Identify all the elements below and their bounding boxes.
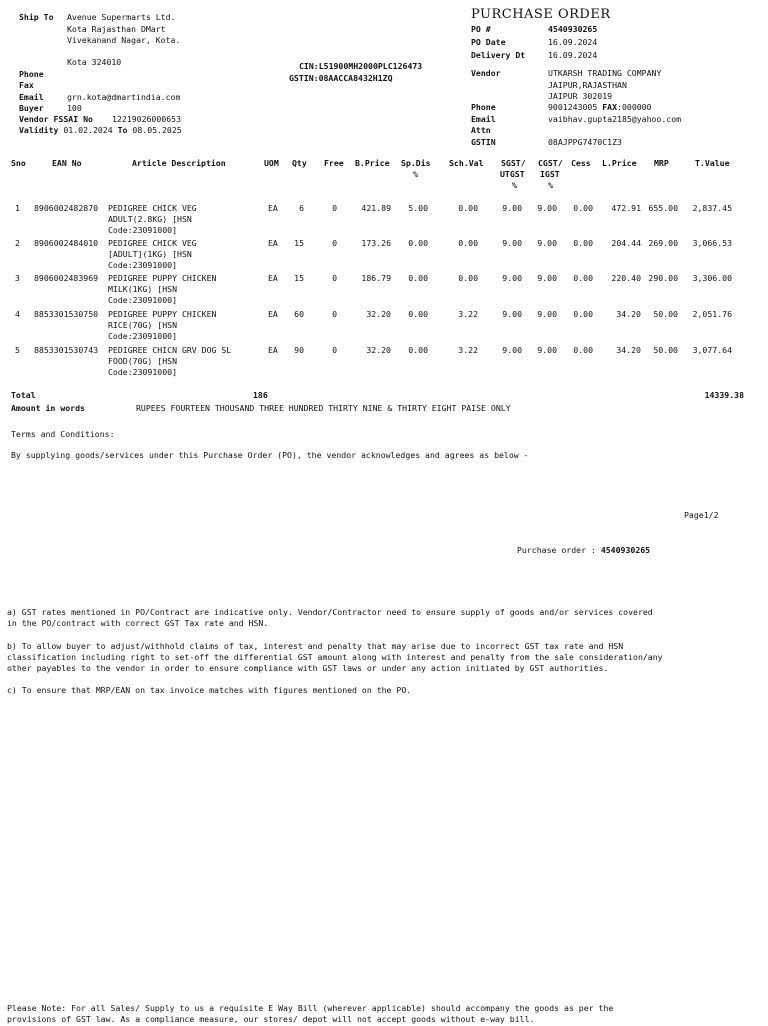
total-label: Total <box>11 390 36 400</box>
delivery-date-label: Delivery Dt <box>471 50 526 60</box>
phone-label: Phone <box>19 69 44 79</box>
eway-note-line-1: Please Note: For all Sales/ Supply to us a requisite E Way Bill (wherever applicable) should accompany the goods as per the <box>7 1003 614 1013</box>
cell-sno: 2 <box>15 238 20 248</box>
po-reference-label: Purchase order : <box>517 545 596 555</box>
cell-bprice: 173.26 <box>361 238 391 248</box>
col-spdis-pct: % <box>413 169 418 179</box>
col-sgst: SGST/ <box>501 158 526 168</box>
clause-b-line-3: other payables to the vendor in order to ensure compliance with GST laws or under any action initiated by GST authorities. <box>7 663 609 673</box>
clause-b-line-1: b) To allow buyer to adjust/withhold claims of tax, interest and penalty that may arise due to incorrect GST tax rate and HSN <box>7 641 624 651</box>
cell-description-line: Code:23091000] <box>108 260 178 270</box>
clause-c-line-1: c) To ensure that MRP/EAN on tax invoice matches with figures mentioned on the PO. <box>7 685 412 695</box>
cell-lprice: 34.20 <box>616 345 641 355</box>
cell-description-line: [ADULT](1KG) [HSN <box>108 249 192 259</box>
cell-lprice: 204.44 <box>611 238 641 248</box>
vendor-gstin-label: GSTIN <box>471 137 496 147</box>
cell-cess: 0.00 <box>573 238 593 248</box>
po-reference <box>517 545 650 557</box>
po-number-label: PO # <box>471 24 491 34</box>
cell-description-line: FOOD(70G) [HSN <box>108 356 178 366</box>
cell-ean: 8853301530743 <box>34 345 99 355</box>
validity-from: 01.02.2024 <box>63 125 113 135</box>
vendor-line-3: JAIPUR 302019 <box>548 91 613 101</box>
cell-lprice: 220.40 <box>611 273 641 283</box>
cell-description-line: MILK(1KG) [HSN <box>108 284 178 294</box>
cell-sgst: 9.00 <box>502 203 522 213</box>
col-spdis: Sp.Dis <box>401 158 431 168</box>
cin: CIN:L51900MH2000PLC126473 <box>299 61 423 71</box>
vendor-fax-label: FAX <box>602 102 618 112</box>
cell-uom: EA <box>268 309 278 319</box>
cell-cgst: 9.00 <box>537 345 557 355</box>
cell-sgst: 9.00 <box>502 273 522 283</box>
cell-free: 0 <box>332 309 337 319</box>
amount-in-words: RUPEES FOURTEEN THOUSAND THREE HUNDRED THIRTY NINE & THIRTY EIGHT PAISE ONLY <box>136 403 511 413</box>
buyer-label: Buyer <box>19 103 44 113</box>
cell-bprice: 32.20 <box>366 309 391 319</box>
col-uom: UOM <box>264 158 279 168</box>
cell-sno: 3 <box>15 273 20 283</box>
cell-description-line: PEDIGREE PUPPY CHICKEN <box>108 273 217 283</box>
cell-uom: EA <box>268 203 278 213</box>
cell-mrp: 269.00 <box>648 238 678 248</box>
cell-mrp: 50.00 <box>653 309 678 319</box>
cell-tvalue: 2,051.76 <box>692 309 732 319</box>
amount-in-words-label: Amount in words <box>11 403 85 413</box>
page-number: Page1/2 <box>684 510 719 520</box>
clause-a-line-2: in the PO/contract with correct GST Tax rate and HSN. <box>7 618 269 628</box>
validity-row <box>19 125 182 137</box>
cell-schval: 0.00 <box>458 238 478 248</box>
col-cgst-pct: % <box>548 180 553 190</box>
cell-qty: 6 <box>299 203 304 213</box>
ship-to-email: grn.kota@dmartindia.com <box>67 92 181 102</box>
company-gstin: GSTIN:08AACCA8432H1ZQ <box>289 73 393 83</box>
po-date-label: PO Date <box>471 37 506 47</box>
ship-to-line-2: Kota Rajasthan DMart <box>67 24 166 34</box>
cell-description-line: PEDIGREE CHICN GRV DOG SL <box>108 345 232 355</box>
po-reference-number: 4540930265 <box>600 545 651 555</box>
col-cgst: CGST/ <box>538 158 563 168</box>
cell-uom: EA <box>268 273 278 283</box>
col-sgst-pct: % <box>512 180 517 190</box>
email-label: Email <box>19 92 44 102</box>
clause-b-line-2: classification including right to set-off the differential GST amount along with interest and penalty from the sale consideration/any <box>7 652 663 662</box>
fssai-value: 12219026000653 <box>112 114 182 124</box>
vendor-fax: :000000 <box>617 102 652 112</box>
cell-ean: 8906002482870 <box>34 203 99 213</box>
cell-tvalue: 3,077.64 <box>692 345 732 355</box>
cell-mrp: 290.00 <box>648 273 678 283</box>
cell-sno: 5 <box>15 345 20 355</box>
cell-sgst: 9.00 <box>502 238 522 248</box>
cell-ean: 8853301530750 <box>34 309 99 319</box>
cell-ean: 8906002483969 <box>34 273 99 283</box>
cell-spdis: 0.00 <box>408 238 428 248</box>
vendor-email-label: Email <box>471 114 496 124</box>
cell-sno: 4 <box>15 309 20 319</box>
vendor-email: vaibhav.gupta2185@yahoo.com <box>548 114 682 124</box>
col-cess: Cess <box>571 158 591 168</box>
cell-spdis: 0.00 <box>408 273 428 283</box>
cell-description-line: ADULT(2.8KG) [HSN <box>108 214 192 224</box>
cell-description-line: Code:23091000] <box>108 295 178 305</box>
cell-description-line: PEDIGREE PUPPY CHICKEN <box>108 309 217 319</box>
fssai-label: Vendor FSSAI No <box>19 114 93 124</box>
cell-description-line: PEDIGREE CHICK VEG <box>108 238 197 248</box>
vendor-phone-row <box>548 102 652 114</box>
cell-cess: 0.00 <box>573 203 593 213</box>
cell-bprice: 32.20 <box>366 345 391 355</box>
po-number: 4540930265 <box>548 24 598 34</box>
cell-description-line: RICE(70G) [HSN <box>108 320 178 330</box>
col-ean: EAN No <box>52 158 82 168</box>
cell-cgst: 9.00 <box>537 238 557 248</box>
col-description: Article Description <box>132 158 226 168</box>
col-tvalue: T.Value <box>695 158 730 168</box>
eway-note-line-2: provisions of GST law. As a compliance measure, our stores/ depot will not accept goods without e-way bill. <box>7 1014 535 1024</box>
cell-description-line: Code:23091000] <box>108 225 178 235</box>
cell-ean: 8906002484010 <box>34 238 99 248</box>
ship-to-label: Ship To <box>19 12 54 22</box>
cell-spdis: 0.00 <box>408 345 428 355</box>
col-sno: Sno <box>11 158 26 168</box>
total-qty: 186 <box>253 390 268 400</box>
validity-label: Validity <box>19 125 59 135</box>
ship-to-line-3: Vivekanand Nagar, Kota. <box>67 35 181 45</box>
cell-lprice: 34.20 <box>616 309 641 319</box>
cell-spdis: 5.00 <box>408 203 428 213</box>
col-mrp: MRP <box>654 158 669 168</box>
vendor-phone-label: Phone <box>471 102 496 112</box>
cell-bprice: 186.79 <box>361 273 391 283</box>
po-date: 16.09.2024 <box>548 37 598 47</box>
vendor-phone: 9001243005 <box>548 102 598 112</box>
cell-qty: 90 <box>294 345 304 355</box>
cell-cgst: 9.00 <box>537 273 557 283</box>
terms-intro: By supplying goods/services under this Purchase Order (PO), the vendor acknowledges and agrees as below - <box>11 450 529 460</box>
cell-cgst: 9.00 <box>537 309 557 319</box>
fax-label: Fax <box>19 80 34 90</box>
cell-tvalue: 3,306.00 <box>692 273 732 283</box>
cell-qty: 15 <box>294 273 304 283</box>
validity-to-label: To <box>117 125 128 135</box>
col-free: Free <box>324 158 344 168</box>
cell-qty: 60 <box>294 309 304 319</box>
col-qty: Qty <box>292 158 307 168</box>
vendor-gstin: 08AJPPG7470C1Z3 <box>548 137 622 147</box>
col-bprice: B.Price <box>355 158 390 168</box>
cell-free: 0 <box>332 273 337 283</box>
cell-cgst: 9.00 <box>537 203 557 213</box>
delivery-date: 16.09.2024 <box>548 50 598 60</box>
terms-heading: Terms and Conditions: <box>11 429 115 439</box>
cell-free: 0 <box>332 238 337 248</box>
cell-uom: EA <box>268 238 278 248</box>
cell-bprice: 421.89 <box>361 203 391 213</box>
cell-schval: 0.00 <box>458 273 478 283</box>
cell-spdis: 0.00 <box>408 309 428 319</box>
cell-sgst: 9.00 <box>502 309 522 319</box>
cell-cess: 0.00 <box>573 309 593 319</box>
vendor-label: Vendor <box>471 68 501 78</box>
cell-mrp: 655.00 <box>648 203 678 213</box>
cell-sgst: 9.00 <box>502 345 522 355</box>
cell-lprice: 472.91 <box>611 203 641 213</box>
cell-uom: EA <box>268 345 278 355</box>
cell-schval: 0.00 <box>458 203 478 213</box>
cell-cess: 0.00 <box>573 345 593 355</box>
cell-description-line: Code:23091000] <box>108 367 178 377</box>
po-title: PURCHASE ORDER <box>471 7 611 22</box>
col-cgst-igst: IGST <box>540 169 560 179</box>
vendor-attn-label: Attn <box>471 125 491 135</box>
cell-cess: 0.00 <box>573 273 593 283</box>
buyer-value: 100 <box>67 103 82 113</box>
cell-qty: 15 <box>294 238 304 248</box>
col-lprice: L.Price <box>602 158 637 168</box>
col-schval: Sch.Val <box>449 158 484 168</box>
col-sgst-utgst: UTGST <box>500 169 525 179</box>
cell-tvalue: 3,066.53 <box>692 238 732 248</box>
cell-schval: 3.22 <box>458 309 478 319</box>
cell-description-line: Code:23091000] <box>108 331 178 341</box>
ship-to-line-5: Kota 324010 <box>67 57 122 67</box>
total-amount: 14339.38 <box>704 390 744 400</box>
clause-a-line-1: a) GST rates mentioned in PO/Contract are indicative only. Vendor/Contractor need to ensure supply of goods and/or services covered <box>7 607 653 617</box>
vendor-line-1: UTKARSH TRADING COMPANY <box>548 68 662 78</box>
cell-mrp: 50.00 <box>653 345 678 355</box>
cell-description-line: PEDIGREE CHICK VEG <box>108 203 197 213</box>
cell-sno: 1 <box>15 203 20 213</box>
cell-schval: 3.22 <box>458 345 478 355</box>
cell-tvalue: 2,837.45 <box>692 203 732 213</box>
ship-to-line-1: Avenue Supermarts Ltd. <box>67 12 176 22</box>
cell-free: 0 <box>332 345 337 355</box>
vendor-line-2: JAIPUR,RAJASTHAN <box>548 80 627 90</box>
validity-to: 08.05.2025 <box>132 125 182 135</box>
cell-free: 0 <box>332 203 337 213</box>
